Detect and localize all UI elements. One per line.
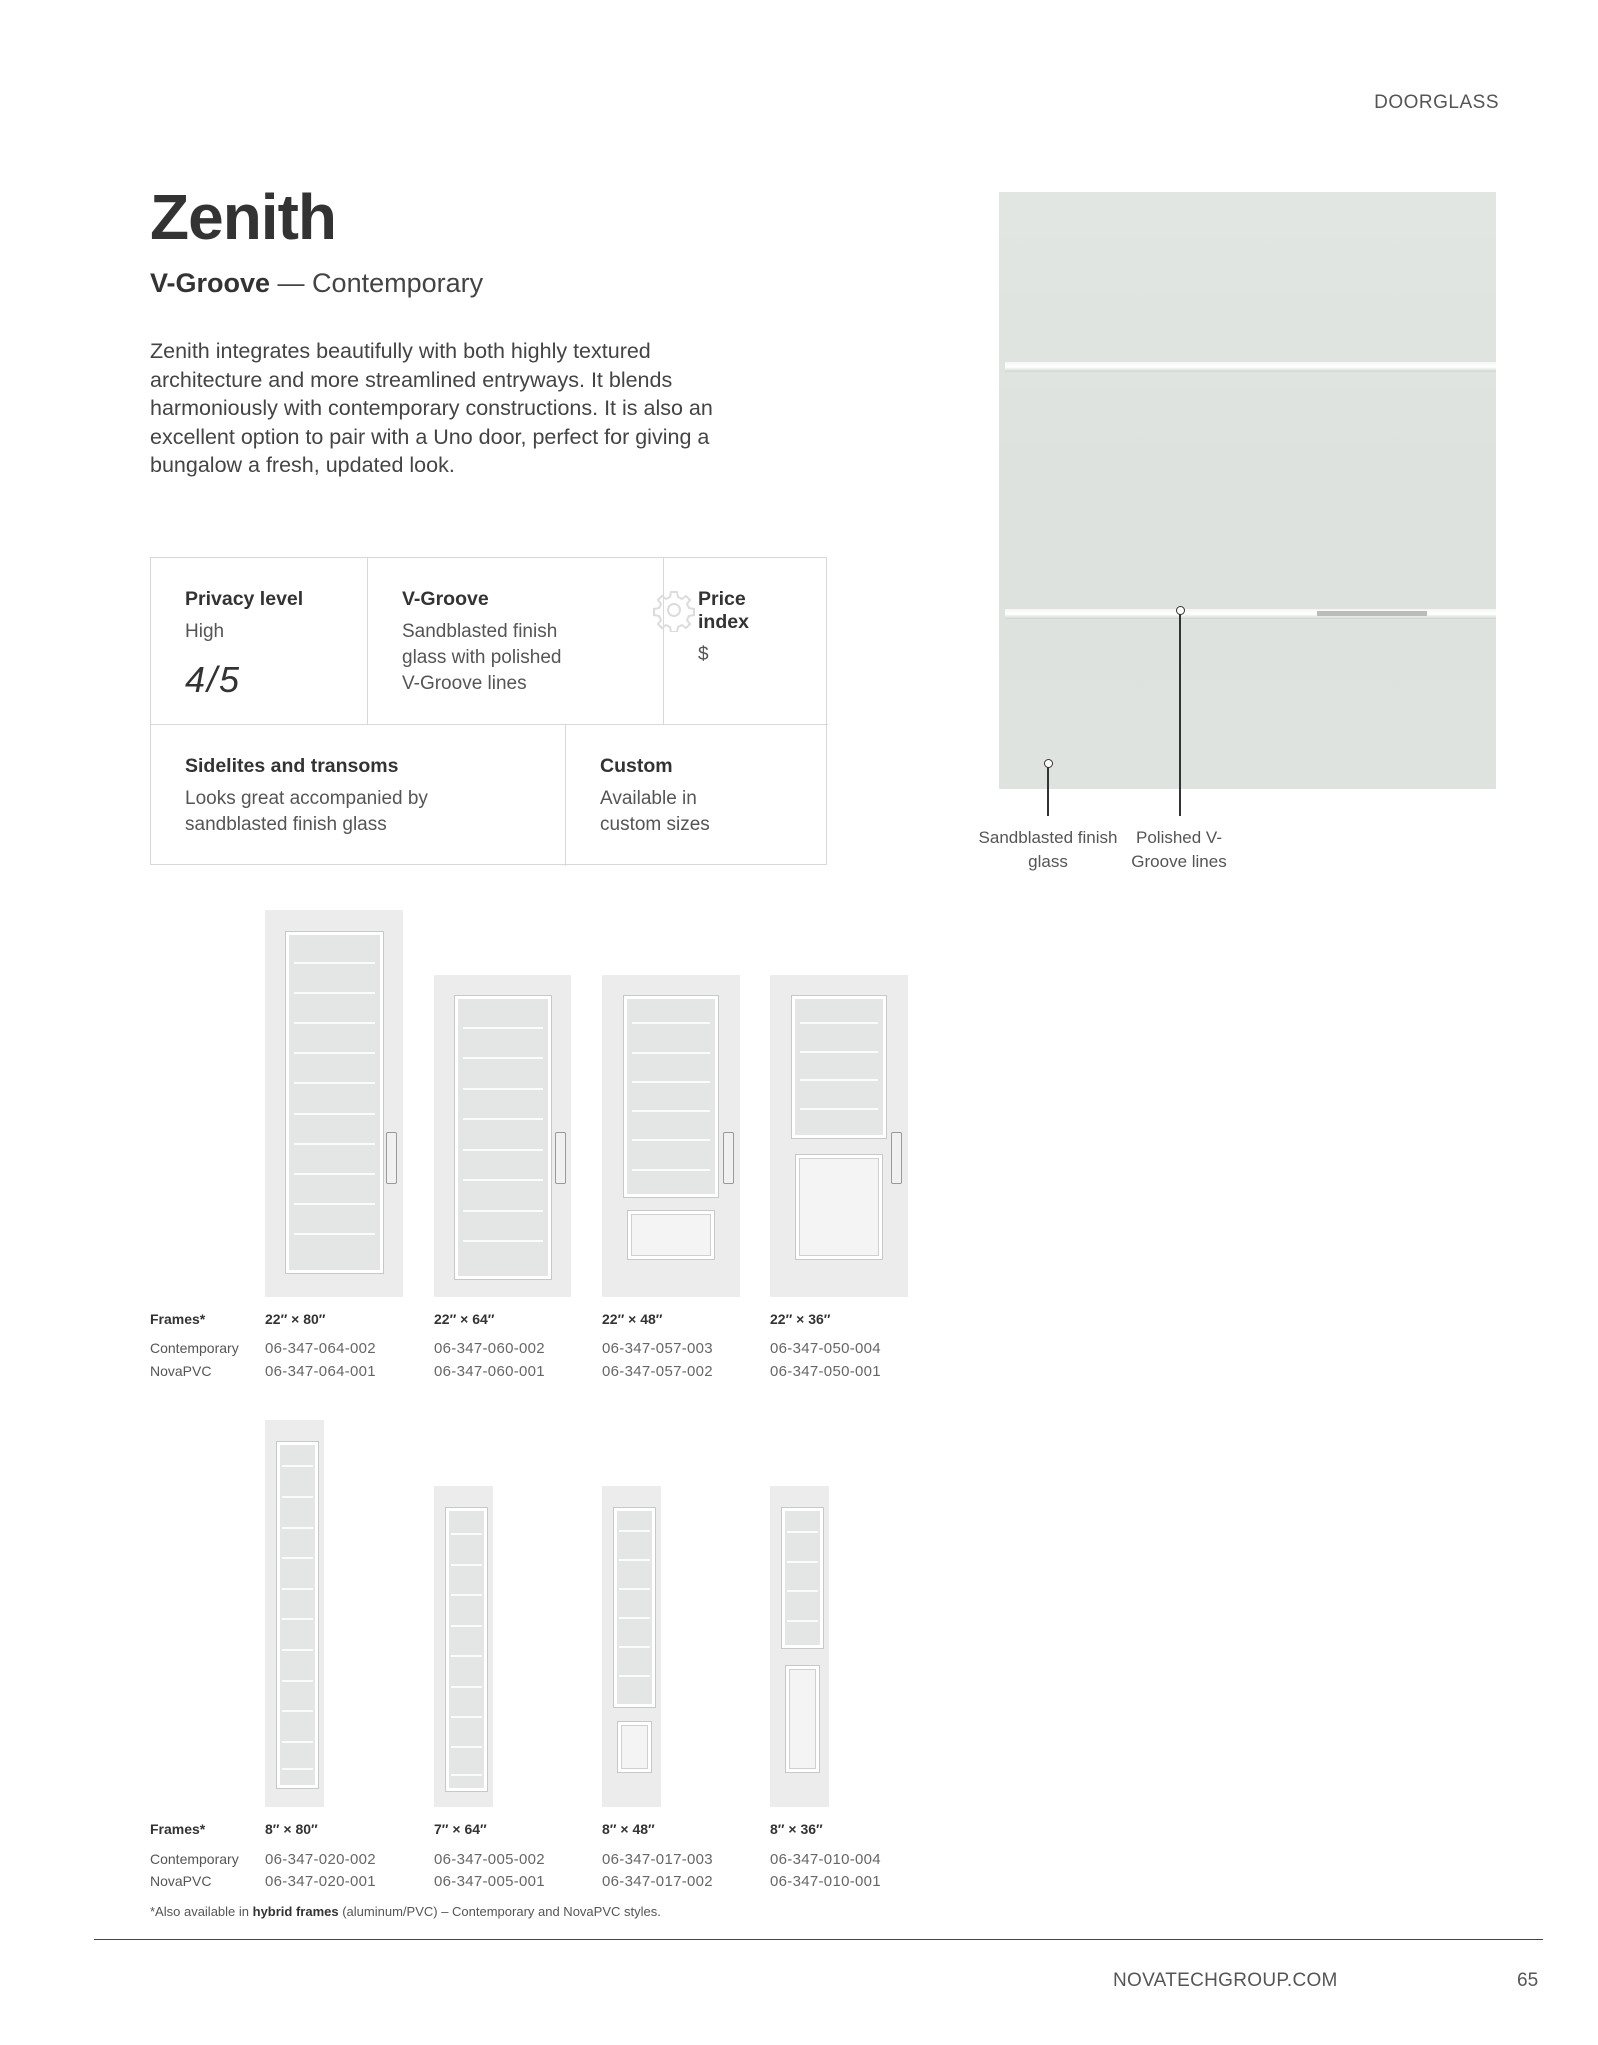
- part-number: 06-347-064-002: [265, 1340, 376, 1357]
- part-number: 06-347-057-002: [602, 1363, 713, 1380]
- sidelite-glass: [782, 1508, 823, 1648]
- sidelite-panel: [618, 1722, 651, 1772]
- callout-leader: [1179, 614, 1181, 816]
- part-number: 06-347-017-002: [602, 1873, 713, 1890]
- door-image: [770, 975, 908, 1297]
- callout-leader: [1047, 767, 1049, 816]
- footnote-post: (aluminum/PVC) – Contemporary and NovaPVC styles.: [338, 1904, 661, 1919]
- groove-shadow: [1317, 611, 1427, 616]
- sidelites-value: Looks great accompanied by sandblasted finish glass: [185, 788, 428, 835]
- spec-privacy: [151, 558, 368, 725]
- spec-custom: [566, 725, 828, 866]
- row-label-novapvc: NovaPVC: [150, 1363, 212, 1379]
- sidelite-glass: [614, 1508, 655, 1707]
- custom-value: Available in custom sizes: [600, 788, 710, 835]
- footnote-pre: *Also available in: [150, 1904, 253, 1919]
- page-number: 65: [1517, 1970, 1539, 1991]
- door-glass: [455, 996, 551, 1279]
- page-subtitle: [150, 268, 483, 299]
- sidelite-glass: [277, 1442, 318, 1788]
- sidelite-image: [434, 1486, 493, 1807]
- privacy-value: High: [185, 621, 225, 642]
- door-panel: [628, 1211, 714, 1259]
- door-image: [602, 975, 740, 1297]
- part-number: 06-347-064-001: [265, 1363, 376, 1380]
- frames-label: Frames*: [150, 1311, 206, 1327]
- part-number: 06-347-060-001: [434, 1363, 545, 1380]
- spec-table: [150, 557, 827, 865]
- subtitle-rest: — Contemporary: [270, 268, 484, 298]
- door-size: 22″ × 80″: [265, 1311, 326, 1327]
- sidelite-size: 7″ × 64″: [434, 1821, 487, 1837]
- privacy-label: Privacy level: [185, 588, 304, 610]
- door-handle: [386, 1132, 397, 1184]
- row-label-novapvc: NovaPVC: [150, 1873, 212, 1889]
- door-glass: [286, 932, 383, 1273]
- spec-price: [664, 558, 828, 725]
- part-number: 06-347-020-002: [265, 1851, 376, 1868]
- sidelite-image: [602, 1486, 661, 1807]
- door-glass: [792, 996, 886, 1138]
- callout-sandblasted: Sandblasted finish glass: [978, 828, 1118, 871]
- door-size: 22″ × 36″: [770, 1311, 831, 1327]
- part-number: 06-347-005-001: [434, 1873, 545, 1890]
- part-number: 06-347-050-004: [770, 1340, 881, 1357]
- section-tag: DOORGLASS: [1374, 92, 1499, 113]
- row-label-contemporary: Contemporary: [150, 1851, 239, 1867]
- door-panel: [796, 1155, 882, 1259]
- door-glass: [624, 996, 718, 1197]
- sidelite-image: [265, 1420, 324, 1807]
- part-number: 06-347-010-001: [770, 1873, 881, 1890]
- footer-divider: [94, 1939, 1543, 1940]
- part-number: 06-347-020-001: [265, 1873, 376, 1890]
- sidelite-glass: [446, 1508, 487, 1791]
- footer-website-link[interactable]: NOVATECHGROUP.COM: [1113, 1970, 1338, 1991]
- callout-polished: Polished V-Groove lines: [1131, 828, 1227, 871]
- spec-vgroove: [368, 558, 664, 725]
- privacy-score: 4/5: [185, 659, 242, 700]
- vgroove-line: [1005, 362, 1496, 372]
- part-number: 06-347-060-002: [434, 1340, 545, 1357]
- part-number: 06-347-057-003: [602, 1340, 713, 1357]
- price-value: $: [698, 644, 709, 665]
- door-size: 22″ × 48″: [602, 1311, 663, 1327]
- sidelite-image: [770, 1486, 829, 1807]
- door-handle: [723, 1132, 734, 1184]
- sidelite-panel: [786, 1666, 819, 1772]
- vgroove-value: Sandblasted finish glass with polished V-Groove lines: [402, 621, 562, 694]
- price-label: Price index: [698, 588, 749, 633]
- description: Zenith integrates beautifully with both highly textured architecture and more streamlined entryways. It blends harmoniously with contemporary constructions. It is also an excellent option to pair with a Uno door, perfect for giving a bungalow a fresh, updated look.: [150, 339, 713, 477]
- footnote-bold: hybrid frames: [252, 1904, 339, 1919]
- subtitle-style: V-Groove: [150, 268, 271, 298]
- door-handle: [555, 1132, 566, 1184]
- vgroove-label: V-Groove: [402, 588, 489, 610]
- page-title: Zenith: [150, 181, 336, 253]
- custom-label: Custom: [600, 755, 673, 777]
- door-image: [265, 910, 403, 1297]
- door-size: 22″ × 64″: [434, 1311, 495, 1327]
- sidelites-label: Sidelites and transoms: [185, 755, 399, 777]
- spec-sidelites: [151, 725, 566, 866]
- sidelite-size: 8″ × 36″: [770, 1821, 823, 1837]
- part-number: 06-347-010-004: [770, 1851, 881, 1868]
- door-handle: [891, 1132, 902, 1184]
- part-number: 06-347-050-001: [770, 1363, 881, 1380]
- gear-icon: [652, 588, 696, 632]
- part-number: 06-347-017-003: [602, 1851, 713, 1868]
- sidelite-size: 8″ × 80″: [265, 1821, 318, 1837]
- frames-label: Frames*: [150, 1821, 206, 1837]
- sidelite-size: 8″ × 48″: [602, 1821, 655, 1837]
- row-label-contemporary: Contemporary: [150, 1340, 239, 1356]
- door-image: [434, 975, 571, 1297]
- part-number: 06-347-005-002: [434, 1851, 545, 1868]
- footnote: [150, 1904, 661, 1919]
- glass-sample-photo: [999, 192, 1496, 789]
